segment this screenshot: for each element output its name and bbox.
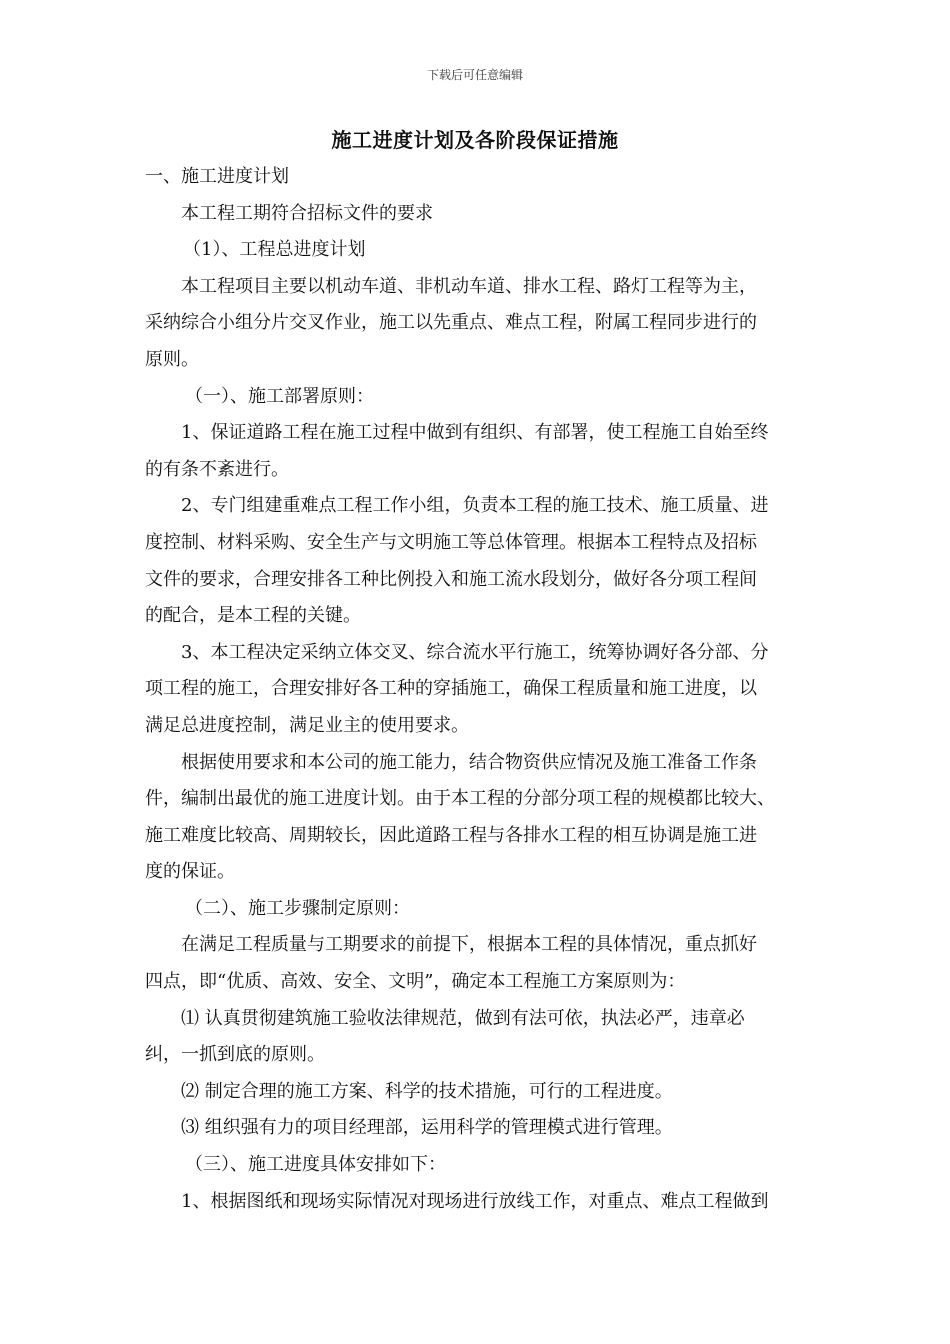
subsection-heading: （1）、工程总进度计划 [183,239,366,261]
paragraph-line: 1、根据图纸和现场实际情况对现场进行放线工作，对重点、难点工程做到 [181,1190,769,1212]
paragraph-line: 满足总进度控制，满足业主的使用要求。 [145,714,469,736]
paragraph-line: 1、保证道路工程在施工过程中做到有组织、有部署，使工程施工自始至终 [181,422,769,444]
paragraph-line: 度控制、材料采购、安全生产与文明施工等总体管理。根据本工程特点及招标 [145,531,757,553]
list-item: ⑵ 制定合理的施工方案、科学的技术措施，可行的工程进度。 [181,1080,673,1102]
paragraph-line: 在满足工程质量与工期要求的前提下，根据本工程的具体情况，重点抓好 [181,934,757,956]
subsection-heading: （三）、施工进度具体安排如下： [185,1154,446,1176]
paragraph-line: 纠，一抓到底的原则。 [145,1044,325,1066]
paragraph-line: 度的保证。 [145,861,235,883]
paragraph-line: 本工程项目主要以机动车道、非机动车道、排水工程、路灯工程等为主， [181,275,757,297]
paragraph-line: 本工程工期符合招标文件的要求 [181,202,433,224]
paragraph-line: 件，编制出最优的施工进度计划。由于本工程的分部分项工程的规模都比较大、 [145,788,775,810]
paragraph-line: 的配合，是本工程的关键。 [145,605,361,627]
section-heading: 一、施工进度计划 [145,166,289,187]
paragraph-line: 文件的要求，合理安排各工种比例投入和施工流水段划分，做好各分项工程间 [145,568,757,590]
document-body [145,159,810,1220]
header-note: 下载后可任意编辑 [426,68,523,82]
page-title: 施工进度计划及各阶段保证措施 [331,128,619,152]
paragraph-line: 四点，即“优质、高效、安全、文明”，确定本工程施工方案原则为： [145,971,686,993]
paragraph-line: 原则。 [145,348,199,370]
list-item: ⑶ 组织强有力的项目经理部，运用科学的管理模式进行管理。 [181,1117,673,1139]
paragraph-line: 3、本工程决定采纳立体交叉、综合流水平行施工，统筹协调好各分部、分 [181,641,769,663]
list-item: ⑴ 认真贯彻建筑施工验收法律规范，做到有法可依，执法必严，违章必 [181,1007,745,1029]
paragraph-line: 的有条不紊进行。 [145,458,289,480]
subsection-heading: （一）、施工部署原则： [185,385,374,407]
paragraph-line: 2、专门组建重难点工程工作小组，负责本工程的施工技术、施工质量、进 [181,495,769,517]
paragraph-line: 采纳综合小组分片交叉作业，施工以先重点、难点工程，附属工程同步进行的 [145,312,757,334]
subsection-heading: （二）、施工步骤制定原则： [185,897,410,919]
paragraph-line: 项工程的施工，合理安排好各工种的穿插施工，确保工程质量和施工进度，以 [145,678,757,700]
paragraph-line: 根据使用要求和本公司的施工能力，结合物资供应情况及施工准备工作条 [181,751,757,773]
paragraph-line: 施工难度比较高、周期较长，因此道路工程与各排水工程的相互协调是施工进 [145,824,757,846]
